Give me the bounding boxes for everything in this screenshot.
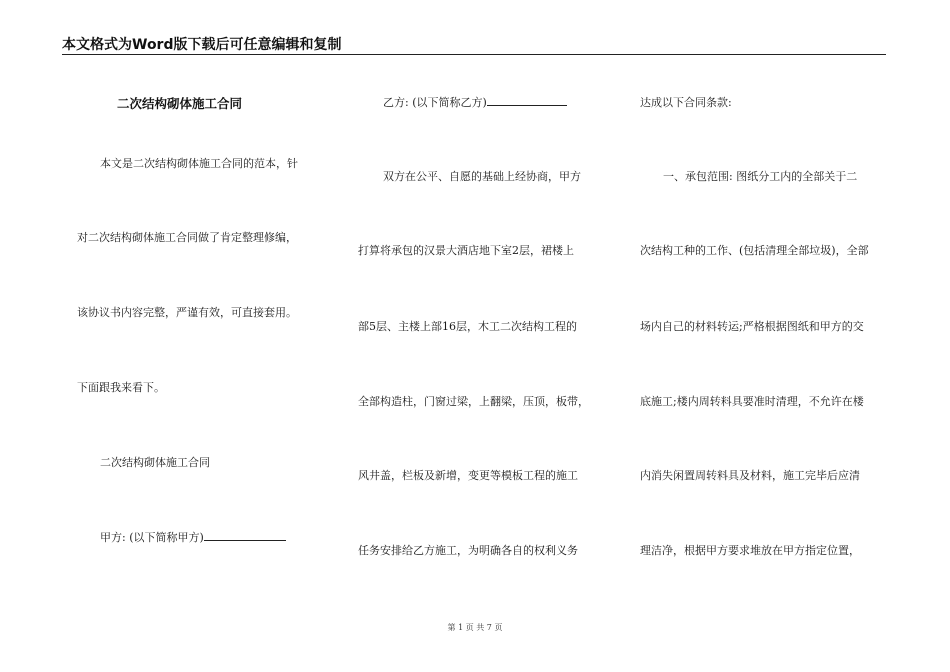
subtitle-line: 二次结构砌体施工合同 [100,456,210,469]
text-line: 打算将承包的汉景大酒店地下室2层，裙楼上 [358,244,574,257]
party-a-line [100,529,286,545]
text-line: 一、承包范围: 图纸分工内的全部关于二 [663,170,858,183]
text-line: 双方在公平、自愿的基础上经协商，甲方 [383,170,581,183]
header-divider [62,54,886,55]
party-b-label: 乙方: (以下简称乙方) [383,96,487,109]
text-line: 达成以下合同条款: [640,96,732,109]
text-line: 对二次结构砌体施工合同做了肯定整理修编， [77,231,297,244]
text-line: 次结构工种的工作、(包括清理全部垃圾)，全部 [640,244,869,257]
text-line: 本文是二次结构砌体施工合同的范本，针 [100,157,298,170]
contract-title: 二次结构砌体施工合同 [117,96,243,111]
party-a-blank [204,531,286,541]
page-number: 第 1 页 共 7 页 [447,623,503,632]
text-line: 风井盖，栏板及新增，变更等模板工程的施工 [358,469,578,482]
text-line: 该协议书内容完整，严谨有效，可直接套用。 [77,306,297,319]
text-line: 理洁净，根据甲方要求堆放在甲方指定位置， [640,544,860,557]
party-b-blank [487,96,567,106]
text-line: 全部构造柱，门窗过梁，上翻梁，压顶，板带， [358,395,589,408]
document-header: 本文格式为Word版下载后可任意编辑和复制 [62,37,342,53]
text-line: 下面跟我来看下。 [77,381,165,394]
text-line: 场内自己的材料转运;严格根据图纸和甲方的交 [640,320,864,333]
text-line: 部5层、主楼上部16层，木工二次结构工程的 [358,320,577,333]
text-line: 任务安排给乙方施工，为明确各自的权利义务 [358,544,578,557]
party-a-label: 甲方: (以下简称甲方) [100,531,204,544]
text-line: 底施工;楼内周转料具要准时清理，不允许在楼 [640,395,864,408]
party-b-line [383,94,567,110]
text-line: 内消失闲置周转料具及材料，施工完毕后应清 [640,469,860,482]
